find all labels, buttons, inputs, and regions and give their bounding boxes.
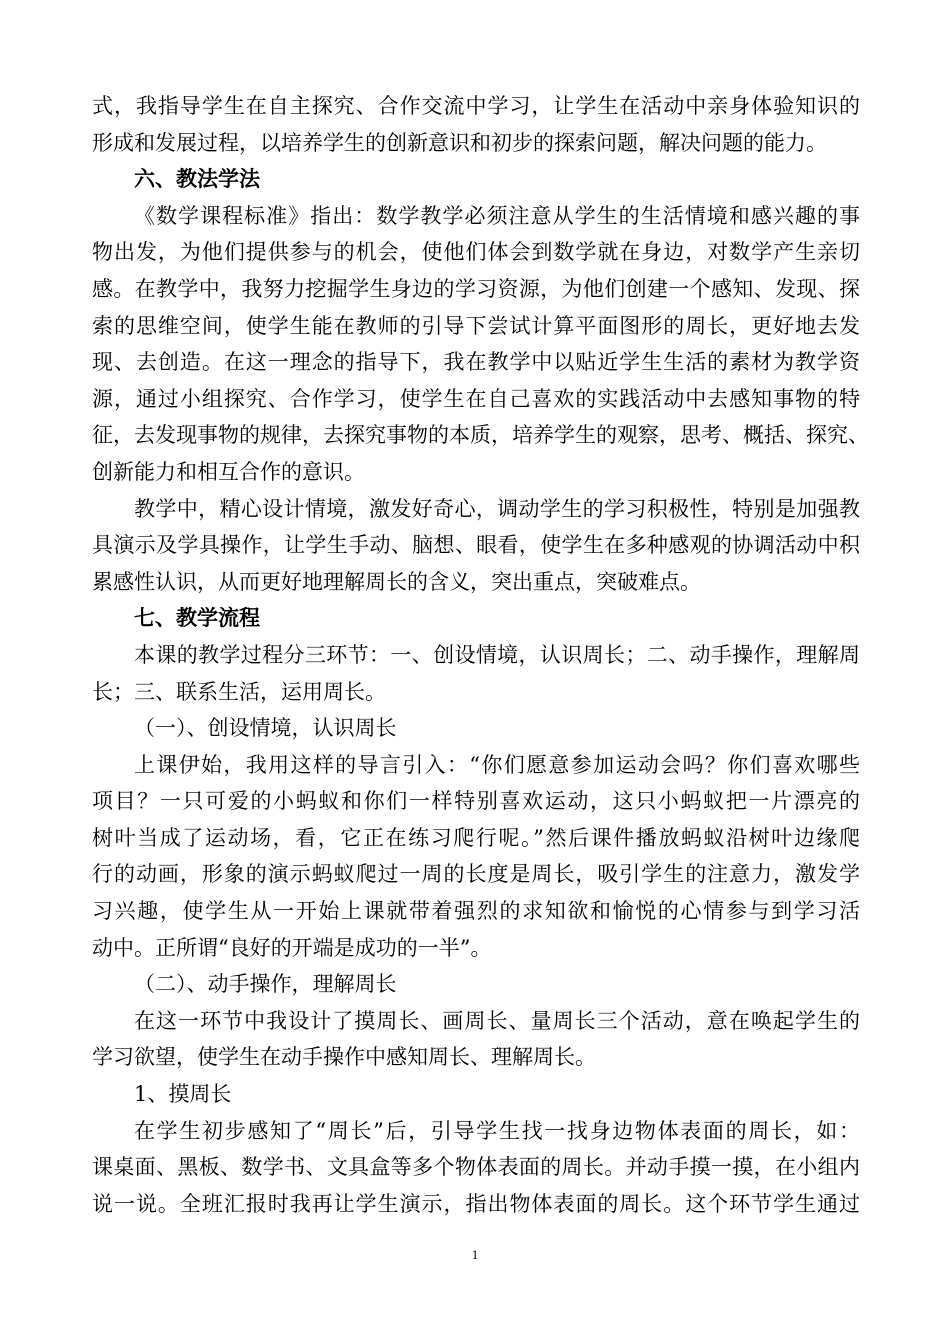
- text-line: 动中。正所谓“良好的开端是成功的一半”。: [92, 935, 492, 960]
- text-line: 式，我指导学生在自主探究、合作交流中学习，让学生在活动中亲身体验知识的: [92, 94, 860, 118]
- text-line: 物出发，为他们提供参与的机会，使他们体会到数学就在身边，对数学产生亲切: [92, 240, 860, 265]
- text-line: 说一说。全班汇报时我再让学生演示，指出物体表面的周长。这个环节学生通过: [92, 1191, 860, 1216]
- paragraph: [92, 198, 869, 491]
- text-line: 《数学课程标准》指出：数学教学必须注意从学生的生活情境和感兴趣的事: [134, 203, 860, 228]
- text-line: 在学生初步感知了“周长”后，引导学生找一找身边物体表面的周长，如：: [134, 1118, 860, 1143]
- text-line: 在这一环节中我设计了摸周长、画周长、量周长三个活动，意在唤起学生的: [134, 1008, 860, 1033]
- text-line: 源，通过小组探究、合作学习，使学生在自己喜欢的实践活动中去感知事物的特: [92, 386, 860, 411]
- text-line: 上课伊始，我用这样的导言引入：“你们愿意参加运动会吗？你们喜欢哪些: [134, 752, 860, 777]
- paragraph: [92, 710, 860, 747]
- text-line: 创新能力和相互合作的意识。: [92, 459, 365, 484]
- text-line: 树叶当成了运动场，看，它正在练习爬行呢。”然后课件播放蚂蚁沿树叶边缘爬: [92, 825, 860, 850]
- section-heading: [92, 161, 860, 198]
- paragraph: [92, 966, 860, 1003]
- text-line: 1、摸周长: [134, 1082, 232, 1107]
- text-line: 征，去发现事物的规律，去探究事物的本质，培养学生的观察，思考、概括、探究、: [92, 423, 869, 448]
- paragraph: [92, 491, 860, 601]
- text-line: 形成和发展过程，以培养学生的创新意识和初步的探索问题，解决问题的能力。: [92, 130, 827, 155]
- text-line: 项目？一只可爱的小蚂蚁和你们一样特别喜欢运动，这只小蚂蚁把一片漂亮的: [92, 789, 860, 814]
- paragraph: [92, 1076, 860, 1113]
- text-line: 习兴趣，使学生从一开始上课就带着强烈的求知欲和愉悦的心情参与到学习活: [92, 899, 860, 924]
- text-line: （二）、动手操作，理解周长: [134, 972, 397, 997]
- text-line: 现、去创造。在这一理念的指导下，我在教学中以贴近学生生活的素材为教学资: [92, 350, 860, 375]
- heading-line: 七、教学流程: [134, 605, 260, 631]
- document-page: [92, 88, 869, 1222]
- text-line: 学习欲望，使学生在动手操作中感知周长、理解周长。: [92, 1045, 596, 1070]
- text-line: （一）、创设情境，认识周长: [134, 716, 397, 741]
- text-line: 行的动画，形象的演示蚂蚁爬过一周的长度是周长，吸引学生的注意力，激发学: [92, 862, 860, 887]
- text-line: 长；三、联系生活，运用周长。: [92, 679, 386, 704]
- text-line: 本课的教学过程分三环节：一、创设情境，认识周长；二、动手操作，理解周: [134, 642, 860, 667]
- paragraph: [92, 637, 860, 710]
- text-line: 具演示及学具操作，让学生手动、脑想、眼看，使学生在多种感观的协调活动中积: [92, 533, 860, 558]
- paragraph: [92, 88, 860, 161]
- section-heading: [92, 600, 860, 637]
- text-line: 教学中，精心设计情境，激发好奇心，调动学生的学习积极性，特别是加强教: [134, 496, 860, 521]
- text-line: 课桌面、黑板、数学书、文具盒等多个物体表面的周长。并动手摸一摸，在小组内: [92, 1155, 860, 1180]
- paragraph: [92, 747, 860, 967]
- heading-line: 六、教法学法: [134, 166, 260, 192]
- page-number: 1: [471, 1247, 479, 1262]
- paragraph: [92, 1113, 860, 1223]
- text-line: 感。在教学中，我努力挖掘学生身边的学习资源，为他们创建一个感知、发现、探: [92, 276, 860, 301]
- text-line: 累感性认识，从而更好地理解周长的含义，突出重点，突破难点。: [92, 569, 701, 594]
- text-line: 索的思维空间，使学生能在教师的引导下尝试计算平面图形的周长，更好地去发: [92, 313, 860, 338]
- paragraph: [92, 1003, 860, 1076]
